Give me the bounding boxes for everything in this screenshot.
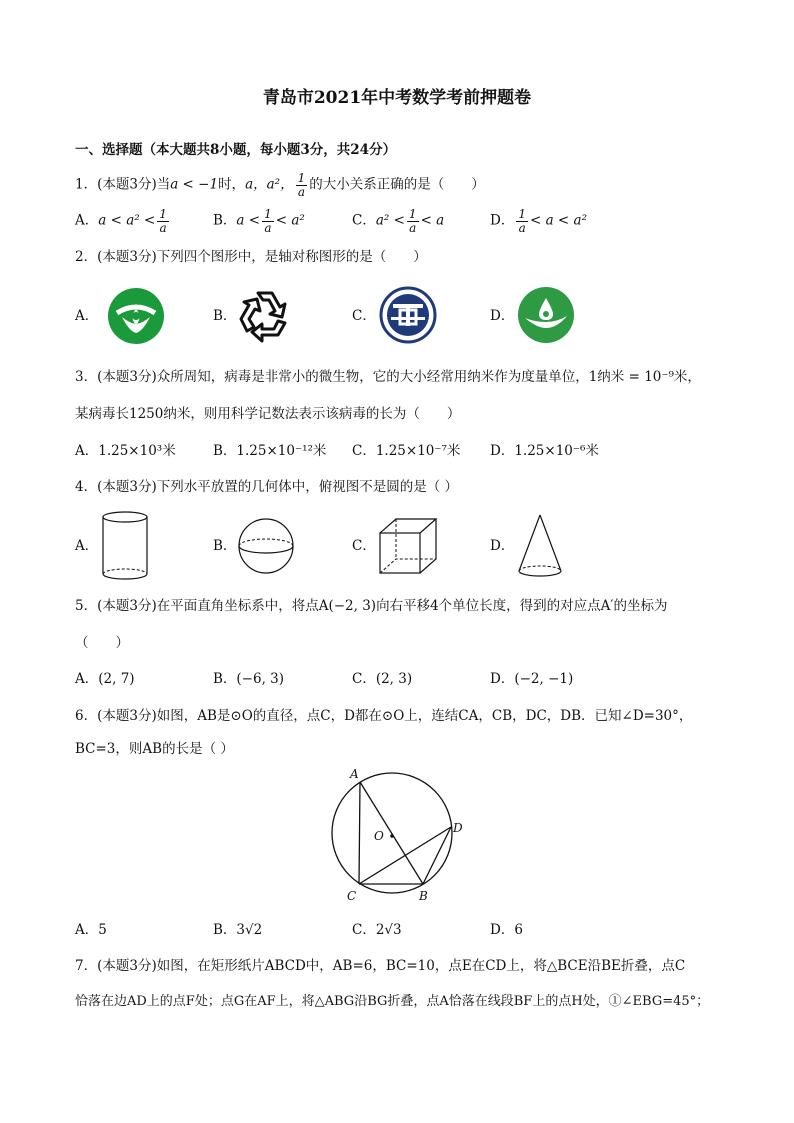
question-2-option-c[interactable]: C． [352, 308, 376, 324]
q1-condition: a < −1 [170, 176, 219, 193]
question-7-line-1: 7．(本题3分)如图，在矩形纸片ABCD中，AB=6，BC=10，点E在CD上，将△BCE沿BE折叠，点C [75, 958, 686, 974]
q1-text-c: 时， [218, 176, 246, 193]
question-6-option-c[interactable]: C．2√3 [352, 922, 402, 938]
question-6-line-1: 6．(本题3分)如图，AB是⊙O的直径，点C，D都在⊙O上，连结CA，CB，DC，DB．已知∠D=30°， [75, 708, 693, 724]
question-5-option-a[interactable]: A．(2, 7) [75, 671, 135, 687]
label-d: D [453, 821, 463, 835]
recycle-logo-icon [238, 287, 296, 343]
label-a: A [350, 767, 359, 781]
railway-logo-icon [379, 286, 437, 344]
water-drop-logo-icon [517, 286, 575, 344]
question-4-stem: 4．(本题3分)下列水平放置的几何体中，俯视图不是圆的是（ ） [75, 479, 459, 495]
q1-terms: a，a²， [245, 176, 294, 193]
chord-ca [359, 782, 360, 884]
question-3-option-a[interactable]: A．1.25×10³米 [75, 443, 176, 459]
question-1-option-a[interactable]: A．a < a² < $\frac{1}{a}$ [75, 207, 167, 235]
question-3-line-2: 某病毒长1250纳米，则用科学记数法表示该病毒的长为（ ） [75, 406, 461, 422]
question-1-option-b[interactable]: B．a < $\frac{1}{a}$ < a² [213, 207, 305, 235]
section-heading: 一、选择题（本大题共8小题，每小题3分，共24分） [75, 142, 397, 158]
center-point [390, 834, 394, 838]
cylinder-icon [100, 511, 150, 581]
question-6-option-b[interactable]: B．3√2 [213, 922, 263, 938]
label-o: O [374, 829, 384, 843]
question-6-option-a[interactable]: A．5 [75, 922, 107, 938]
green-food-logo-icon [107, 287, 165, 345]
cone-icon [517, 513, 563, 579]
question-3-option-b[interactable]: B．1.25×10⁻¹²米 [213, 443, 327, 459]
q1-text-a: 1．(本题3分)当 [75, 176, 171, 193]
sphere-icon [237, 517, 295, 575]
question-6-line-2: BC=3，则AB的长是（ ） [75, 741, 234, 757]
question-7-line-2: 恰落在边AD上的点F处；点G在AF上，将△ABG沿BG折叠，点A恰落在线段BF上的点H处，①∠EBG=45°； [75, 994, 710, 1009]
q1-fraction: $\frac{1}{a}$ [297, 171, 306, 199]
question-2-option-d[interactable]: D． [490, 308, 515, 324]
question-4-option-c[interactable]: C． [352, 538, 376, 554]
question-2-option-b[interactable]: B． [213, 308, 237, 324]
question-1-option-c[interactable]: C．a² < $\frac{1}{a}$ < a [352, 207, 445, 235]
question-5-option-c[interactable]: C．(2, 3) [352, 671, 413, 687]
question-5-option-b[interactable]: B．(−6, 3) [213, 671, 285, 687]
question-2-option-a[interactable]: A． [75, 308, 99, 324]
label-c: C [347, 889, 357, 903]
page-title: 青岛市2021年中考数学考前押题卷 [262, 88, 532, 108]
q1-text-e: 的大小关系正确的是（ ） [309, 176, 485, 193]
question-2-stem: 2．(本题3分)下列四个图形中，是轴对称图形的是（ ） [75, 249, 427, 265]
question-1-option-d[interactable]: D． $\frac{1}{a}$ < a < a² [490, 207, 587, 235]
question-3-line-1: 3．(本题3分)众所周知，病毒是非常小的微生物，它的大小经常用纳米作为度量单位，1纳米 = 10⁻⁹米， [75, 369, 701, 385]
question-5-line-2: （ ） [75, 635, 129, 651]
question-5-line-1: 5．(本题3分)在平面直角坐标系中，将点A(−2, 3)向右平移4个单位长度，得到的对应点A′的坐标为 [75, 598, 668, 614]
question-1-stem [75, 172, 485, 198]
circle-diagram [328, 766, 468, 906]
cube-icon [378, 517, 438, 575]
diameter-ab [360, 782, 423, 884]
question-3-option-d[interactable]: D．1.25×10⁻⁶米 [490, 443, 599, 459]
question-4-option-b[interactable]: B． [213, 538, 237, 554]
label-b: B [419, 889, 428, 903]
question-6-option-d[interactable]: D．6 [490, 922, 523, 938]
question-4-option-d[interactable]: D． [490, 538, 515, 554]
question-5-option-d[interactable]: D．(−2, −1) [490, 671, 574, 687]
question-4-option-a[interactable]: A． [75, 538, 99, 554]
question-3-option-c[interactable]: C．1.25×10⁻⁷米 [352, 443, 461, 459]
